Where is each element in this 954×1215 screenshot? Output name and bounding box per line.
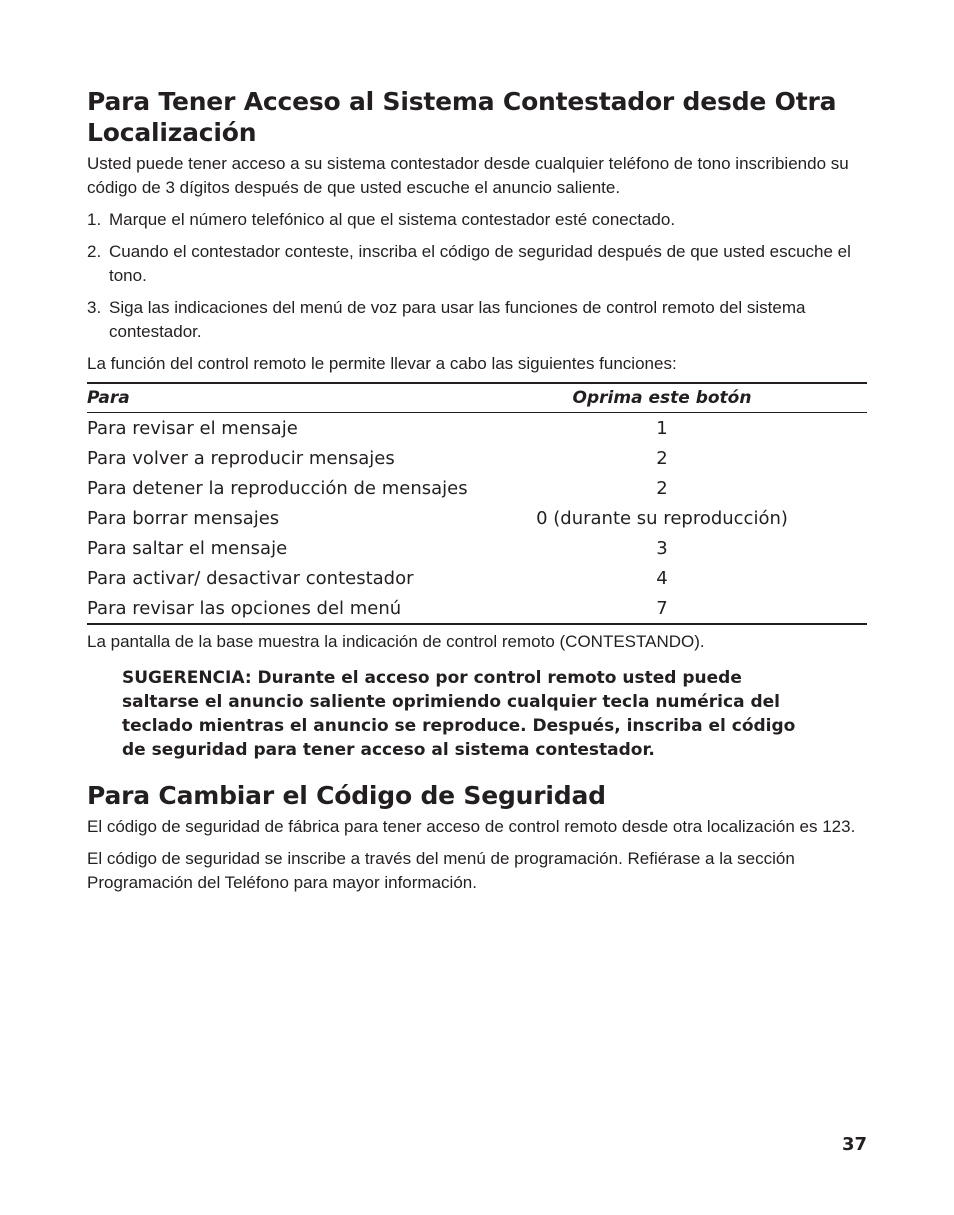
- display-indication-note: La pantalla de la base muestra la indicación de control remoto (CONTESTANDO).: [87, 632, 705, 651]
- programming-menu-paragraph: El código de seguridad se inscribe a través del menú de programación. Refiérase a la sección Programación del Teléfono para mayor información.: [87, 849, 795, 892]
- table-cell-spacer: [797, 473, 867, 503]
- section-title-remote-access: Para Tener Acceso al Sistema Contestador desde Otra Localización: [87, 87, 837, 147]
- table-row: [87, 473, 867, 503]
- remote-functions-table: [87, 382, 867, 625]
- table-cell-action: Para revisar el mensaje: [87, 417, 298, 439]
- table-cell-spacer: [797, 563, 867, 593]
- table-cell-button: 7: [656, 597, 668, 619]
- step-number: 2.: [87, 242, 102, 261]
- page-number: 37: [841, 1134, 867, 1155]
- table-cell-spacer: [797, 593, 867, 624]
- step-text: Marque el número telefónico al que el sistema contestador esté conectado.: [109, 210, 676, 229]
- table-row: [87, 563, 867, 593]
- table-cell-spacer: [797, 533, 867, 563]
- step-text: Siga las indicaciones del menú de voz para usar las funciones de control remoto del sistema contestador.: [109, 298, 806, 341]
- table-cell-action: Para activar/ desactivar contestador: [87, 567, 414, 589]
- table-cell-button: 0 (durante su reproducción): [536, 507, 788, 529]
- table-cell-button: 2: [656, 477, 668, 499]
- table-cell-action: Para saltar el mensaje: [87, 537, 288, 559]
- list-item: [87, 208, 867, 232]
- table-row: [87, 593, 867, 624]
- manual-page: [87, 86, 867, 895]
- table-header-row: [87, 383, 867, 413]
- list-item: [87, 240, 867, 288]
- table-cell-button: 2: [656, 447, 668, 469]
- list-item: [87, 296, 867, 344]
- table-cell-action: Para revisar las opciones del menú: [87, 597, 402, 619]
- table-cell-action: Para borrar mensajes: [87, 507, 280, 529]
- table-cell-action: Para volver a reproducir mensajes: [87, 447, 395, 469]
- table-lead-text: La función del control remoto le permite llevar a cabo las siguientes funciones:: [87, 354, 677, 373]
- table-row: [87, 443, 867, 473]
- intro-paragraph: Usted puede tener acceso a su sistema contestador desde cualquier teléfono de tono inscribiendo su código de 3 dígitos después de que usted escuche el anuncio saliente.: [87, 154, 849, 197]
- steps-list: [87, 208, 867, 344]
- table-row: [87, 413, 867, 444]
- table-cell-action: Para detener la reproducción de mensajes: [87, 477, 468, 499]
- table-cell-button: 3: [656, 537, 668, 559]
- table-row: [87, 533, 867, 563]
- tip-callout: SUGERENCIA: Durante el acceso por control remoto usted puede saltarse el anuncio saliente oprimiendo cualquier tecla numérica del teclado mientras el anuncio se reproduce. Después, inscriba el código de seguridad para tener acceso al sistema contestador.: [122, 668, 796, 760]
- column-header-para: Para: [87, 383, 527, 413]
- column-header-button: Oprima este botón: [527, 383, 797, 413]
- table-row: [87, 503, 867, 533]
- step-text: Cuando el contestador conteste, inscriba el código de seguridad después de que usted escuche el tono.: [109, 242, 851, 285]
- table-cell-spacer: [797, 503, 867, 533]
- table-cell-spacer: [797, 443, 867, 473]
- step-number: 3.: [87, 298, 102, 317]
- step-number: 1.: [87, 210, 102, 229]
- column-header-spacer: [797, 383, 867, 413]
- table-cell-button: 4: [656, 567, 668, 589]
- factory-code-paragraph: El código de seguridad de fábrica para tener acceso de control remoto desde otra localización es 123.: [87, 817, 856, 836]
- table-cell-button: 1: [656, 417, 668, 439]
- table-cell-spacer: [797, 413, 867, 444]
- section-title-change-code: Para Cambiar el Código de Seguridad: [87, 781, 606, 810]
